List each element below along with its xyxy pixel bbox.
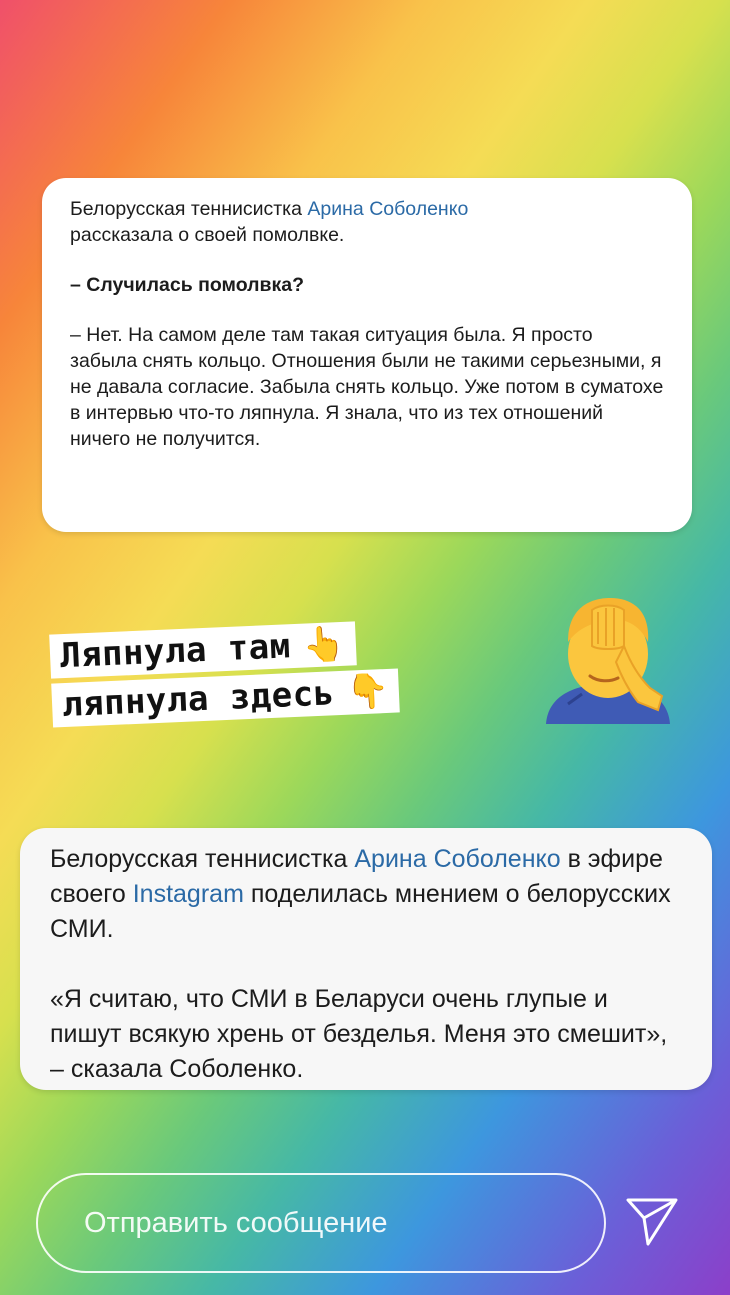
send-icon (624, 1192, 680, 1248)
card1-answer: – Нет. На самом деле там такая ситуация была. Я просто забыла снять кольцо. Отношения были не такими серьезными, я не давала согласие. Забыла снять кольцо. Уже потом в суматохе в интервью что-то ляпнула. Я знала, что из тех отношений ничего не получится. (70, 324, 664, 450)
text-sticker-line1: Ляпнула там 👆 (49, 621, 356, 678)
message-placeholder: Отправить сообщение (84, 1206, 388, 1239)
message-input[interactable] (36, 1173, 606, 1273)
send-button[interactable] (624, 1192, 680, 1253)
card2-intro: Белорусская теннисистка Арина Соболенко в эфире своего Instagram поделилась мнением о белорусских СМИ. (50, 845, 671, 943)
athlete-link[interactable]: Арина Соболенко (307, 198, 469, 220)
instagram-link[interactable]: Instagram (132, 880, 244, 908)
pointing-down-icon: 👇 (345, 670, 391, 713)
card2-quote: «Я считаю, что СМИ в Беларуси очень глупые и пишут всякую хрень от безделья. Меня это смешит», – сказала Соболенко. (50, 985, 668, 1083)
facepalm-man-icon (538, 592, 678, 729)
text-sticker-line2: ляпнула здесь 👇 (51, 668, 400, 727)
pointing-up-icon: 👆 (301, 623, 347, 666)
card1-intro: Белорусская теннисистка Арина Соболенко рассказала о своей помолвке. (70, 198, 469, 246)
quote-card-engagement (42, 178, 692, 532)
quote-card-media (20, 828, 712, 1090)
card1-question: – Случилась помолвка? (70, 274, 305, 296)
athlete-link-2[interactable]: Арина Соболенко (354, 845, 561, 873)
